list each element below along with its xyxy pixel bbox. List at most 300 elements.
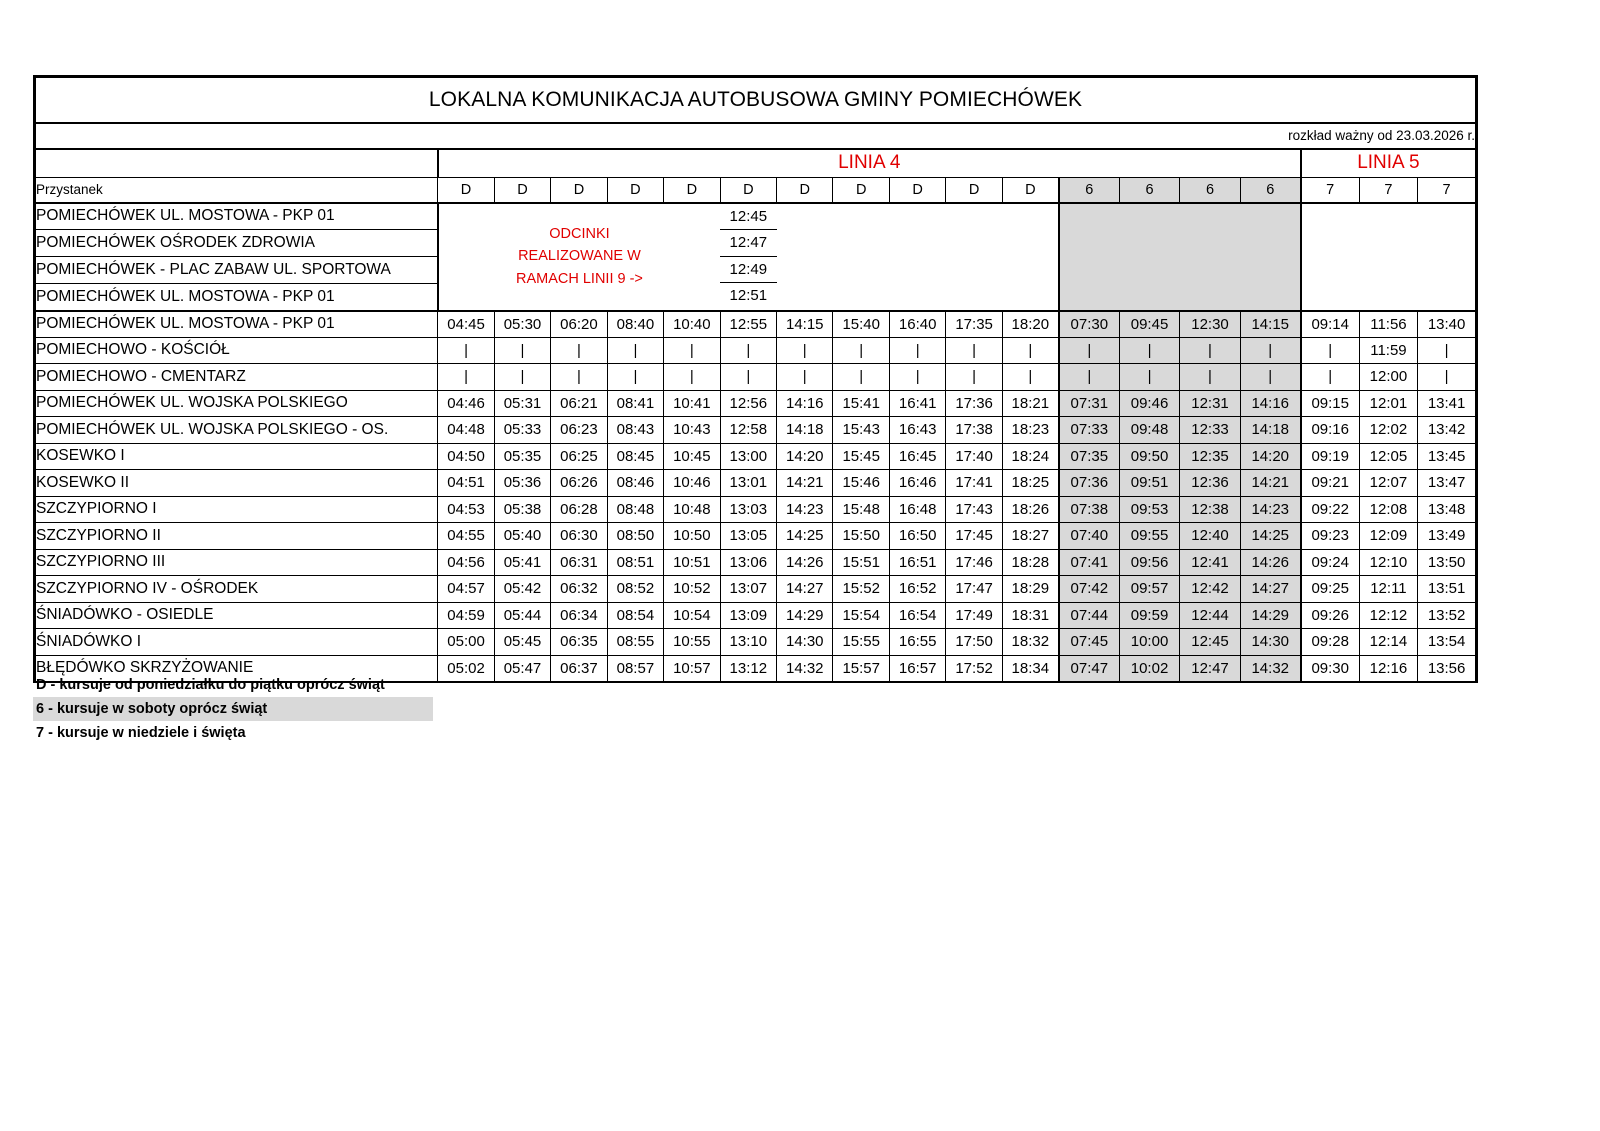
stop-name: POMIECHÓWEK OŚRODEK ZDROWIA: [35, 230, 438, 257]
day-code-header-row: [35, 178, 1477, 203]
departure-time-weekday: 10:48: [664, 496, 720, 523]
departure-time-weekday: 13:09: [720, 602, 776, 629]
departure-time-weekday: 13:01: [720, 470, 776, 497]
departure-time-weekday: 14:15: [777, 311, 833, 338]
departure-time-weekday: 06:23: [551, 417, 607, 444]
departure-time-weekday: |: [889, 364, 945, 391]
departure-time-weekday: 04:48: [438, 417, 494, 444]
departure-time-weekday: 17:50: [946, 629, 1002, 656]
departure-time-sunday: |: [1418, 337, 1477, 364]
departure-time-weekday: |: [833, 337, 889, 364]
departure-time-weekday: |: [551, 364, 607, 391]
departure-time-weekday: 05:36: [494, 470, 550, 497]
departure-time-weekday: 18:27: [1002, 523, 1058, 550]
departure-time-weekday: 10:43: [664, 417, 720, 444]
departure-time-saturday: 14:29: [1240, 602, 1300, 629]
departure-time-sunday: 13:51: [1418, 576, 1477, 603]
departure-time-weekday: 08:54: [607, 602, 663, 629]
departure-time-weekday: 08:55: [607, 629, 663, 656]
departure-time-weekday: 04:45: [438, 311, 494, 338]
day-code-sunday-3: 7: [1418, 178, 1477, 203]
stop-name: POMIECHÓWEK UL. MOSTOWA - PKP 01: [35, 203, 438, 230]
departure-time-weekday: 18:32: [1002, 629, 1058, 656]
departure-time-saturday: 12:44: [1180, 602, 1240, 629]
departure-time-weekday: 16:57: [889, 655, 945, 682]
line9-time: 12:47: [720, 230, 776, 257]
departure-time-saturday: 14:25: [1240, 523, 1300, 550]
departure-time-saturday: 09:45: [1119, 311, 1179, 338]
departure-time-weekday: 06:31: [551, 549, 607, 576]
line-banner-row: [35, 149, 1477, 178]
departure-time-saturday: |: [1059, 337, 1119, 364]
departure-time-weekday: |: [664, 364, 720, 391]
departure-time-weekday: 13:06: [720, 549, 776, 576]
stop-name: POMIECHÓWEK UL. WOJSKA POLSKIEGO - OS.: [35, 417, 438, 444]
departure-time-sunday: 09:22: [1301, 496, 1359, 523]
line9-time: 12:49: [720, 257, 776, 284]
departure-time-sunday: 12:02: [1359, 417, 1417, 444]
departure-time-weekday: 14:30: [777, 629, 833, 656]
departure-time-weekday: |: [777, 337, 833, 364]
line9-note-line-3: RAMACH LINII 9 ->: [515, 270, 643, 287]
departure-time-saturday: 14:27: [1240, 576, 1300, 603]
departure-time-saturday: 12:36: [1180, 470, 1240, 497]
stop-name: ŚNIADÓWKO - OSIEDLE: [35, 602, 438, 629]
line9-note-line-2: REALIZOWANE W: [518, 248, 641, 265]
departure-time-weekday: 04:46: [438, 390, 494, 417]
departure-time-weekday: 05:45: [494, 629, 550, 656]
departure-time-saturday: |: [1059, 364, 1119, 391]
day-code-saturday-3: 6: [1180, 178, 1240, 203]
departure-time-weekday: 05:31: [494, 390, 550, 417]
departure-time-saturday: 09:51: [1119, 470, 1179, 497]
stop-name: SZCZYPIORNO IV - OŚRODEK: [35, 576, 438, 603]
departure-time-weekday: 17:43: [946, 496, 1002, 523]
departure-time-weekday: |: [607, 337, 663, 364]
departure-time-sunday: 09:14: [1301, 311, 1359, 338]
departure-time-weekday: 17:35: [946, 311, 1002, 338]
departure-time-weekday: 14:27: [777, 576, 833, 603]
departure-time-weekday: 08:45: [607, 443, 663, 470]
departure-time-weekday: 15:40: [833, 311, 889, 338]
departure-time-weekday: 08:50: [607, 523, 663, 550]
departure-time-weekday: |: [889, 337, 945, 364]
departure-time-weekday: 15:51: [833, 549, 889, 576]
validity-row: [35, 123, 1477, 149]
departure-time-sunday: 12:16: [1359, 655, 1417, 682]
table-row: [35, 470, 1477, 497]
departure-time-saturday: 07:40: [1059, 523, 1119, 550]
departure-time-weekday: 14:32: [777, 655, 833, 682]
departure-time-sunday: 13:48: [1418, 496, 1477, 523]
line-5-banner: LINIA 5: [1301, 149, 1477, 178]
stop-name: POMIECHÓWEK UL. MOSTOWA - PKP 01: [35, 311, 438, 338]
departure-time-weekday: |: [438, 337, 494, 364]
departure-time-saturday: 14:16: [1240, 390, 1300, 417]
departure-time-saturday: 14:15: [1240, 311, 1300, 338]
departure-time-weekday: 10:54: [664, 602, 720, 629]
stop-name: ŚNIADÓWKO I: [35, 629, 438, 656]
table-row: [35, 549, 1477, 576]
departure-time-sunday: 12:07: [1359, 470, 1417, 497]
day-code-saturday-2: 6: [1119, 178, 1179, 203]
title-row: [35, 77, 1477, 123]
departure-time-weekday: 15:55: [833, 629, 889, 656]
departure-time-saturday: |: [1180, 364, 1240, 391]
departure-time-saturday: 09:50: [1119, 443, 1179, 470]
departure-time-sunday: 13:50: [1418, 549, 1477, 576]
departure-time-weekday: 17:49: [946, 602, 1002, 629]
legend-item: D - kursuje od poniedziałku do piątku oprócz świąt: [36, 677, 385, 693]
departure-time-saturday: 09:55: [1119, 523, 1179, 550]
stop-name: SZCZYPIORNO I: [35, 496, 438, 523]
departure-time-saturday: |: [1119, 364, 1179, 391]
departure-time-weekday: 16:46: [889, 470, 945, 497]
stop-name: POMIECHÓWEK UL. MOSTOWA - PKP 01: [35, 283, 438, 310]
day-code-weekday-3: D: [551, 178, 607, 203]
departure-time-weekday: 08:52: [607, 576, 663, 603]
departure-time-weekday: 04:57: [438, 576, 494, 603]
departure-time-saturday: 12:40: [1180, 523, 1240, 550]
departure-time-saturday: 14:30: [1240, 629, 1300, 656]
departure-time-weekday: 08:43: [607, 417, 663, 444]
stop-name: KOSEWKO II: [35, 470, 438, 497]
departure-time-weekday: 15:57: [833, 655, 889, 682]
legend: [33, 673, 433, 745]
departure-time-weekday: 16:43: [889, 417, 945, 444]
departure-time-sunday: 09:21: [1301, 470, 1359, 497]
departure-time-weekday: 14:21: [777, 470, 833, 497]
stop-name: SZCZYPIORNO II: [35, 523, 438, 550]
departure-time-weekday: 04:51: [438, 470, 494, 497]
departure-time-weekday: 08:46: [607, 470, 663, 497]
departure-time-weekday: |: [946, 364, 1002, 391]
departure-time-weekday: 18:26: [1002, 496, 1058, 523]
departure-time-weekday: 18:31: [1002, 602, 1058, 629]
departure-time-sunday: 12:09: [1359, 523, 1417, 550]
departure-time-sunday: 09:30: [1301, 655, 1359, 682]
departure-time-sunday: 09:23: [1301, 523, 1359, 550]
day-code-weekday-5: D: [664, 178, 720, 203]
departure-time-weekday: 16:45: [889, 443, 945, 470]
table-row: [35, 496, 1477, 523]
departure-time-saturday: |: [1240, 364, 1300, 391]
table-row: [35, 576, 1477, 603]
departure-time-saturday: 14:21: [1240, 470, 1300, 497]
departure-time-weekday: 13:12: [720, 655, 776, 682]
departure-time-weekday: 06:21: [551, 390, 607, 417]
departure-time-weekday: 06:26: [551, 470, 607, 497]
departure-time-weekday: 10:40: [664, 311, 720, 338]
departure-time-sunday: |: [1418, 364, 1477, 391]
departure-time-weekday: 05:35: [494, 443, 550, 470]
departure-time-saturday: 09:59: [1119, 602, 1179, 629]
departure-time-sunday: 09:24: [1301, 549, 1359, 576]
departure-time-weekday: 16:55: [889, 629, 945, 656]
departure-time-sunday: 11:56: [1359, 311, 1417, 338]
stop-column-header: Przystanek: [35, 178, 438, 203]
departure-time-saturday: 12:38: [1180, 496, 1240, 523]
departure-time-weekday: 04:59: [438, 602, 494, 629]
departure-time-weekday: 05:42: [494, 576, 550, 603]
departure-time-weekday: |: [494, 364, 550, 391]
line9-note-line-1: ODCINKI: [549, 225, 610, 242]
departure-time-sunday: 12:10: [1359, 549, 1417, 576]
departure-time-weekday: 15:43: [833, 417, 889, 444]
departure-time-sunday: 12:11: [1359, 576, 1417, 603]
departure-time-weekday: 17:40: [946, 443, 1002, 470]
departure-time-saturday: 07:35: [1059, 443, 1119, 470]
departure-time-weekday: 04:56: [438, 549, 494, 576]
departure-time-sunday: 13:56: [1418, 655, 1477, 682]
day-code-weekday-2: D: [494, 178, 550, 203]
departure-time-weekday: 05:44: [494, 602, 550, 629]
departure-time-weekday: |: [720, 337, 776, 364]
day-code-weekday-11: D: [1002, 178, 1058, 203]
departure-time-saturday: 14:23: [1240, 496, 1300, 523]
table-row: [35, 390, 1477, 417]
departure-time-weekday: 14:16: [777, 390, 833, 417]
table-row: [35, 602, 1477, 629]
departure-time-weekday: 14:18: [777, 417, 833, 444]
stop-name: POMIECHÓWEK UL. WOJSKA POLSKIEGO: [35, 390, 438, 417]
departure-time-sunday: 13:42: [1418, 417, 1477, 444]
banner-corner-blank: [35, 149, 438, 178]
departure-time-weekday: 06:30: [551, 523, 607, 550]
departure-time-weekday: 06:25: [551, 443, 607, 470]
departure-time-saturday: 12:47: [1180, 655, 1240, 682]
departure-time-saturday: 09:46: [1119, 390, 1179, 417]
departure-time-saturday: 07:33: [1059, 417, 1119, 444]
departure-time-weekday: 05:00: [438, 629, 494, 656]
departure-time-weekday: 16:50: [889, 523, 945, 550]
departure-time-saturday: 09:53: [1119, 496, 1179, 523]
departure-time-weekday: 18:28: [1002, 549, 1058, 576]
departure-time-saturday: 07:36: [1059, 470, 1119, 497]
legend-item: 7 - kursuje w niedziele i święta: [36, 725, 246, 741]
departure-time-weekday: 12:56: [720, 390, 776, 417]
departure-time-sunday: 13:47: [1418, 470, 1477, 497]
departure-time-weekday: |: [1002, 337, 1058, 364]
departure-time-weekday: 13:03: [720, 496, 776, 523]
departure-time-weekday: 18:29: [1002, 576, 1058, 603]
departure-time-weekday: 04:53: [438, 496, 494, 523]
departure-time-weekday: 08:51: [607, 549, 663, 576]
departure-time-sunday: 11:59: [1359, 337, 1417, 364]
table-row: [35, 629, 1477, 656]
departure-time-weekday: 14:25: [777, 523, 833, 550]
departure-time-weekday: 18:23: [1002, 417, 1058, 444]
stop-name: BŁĘDÓWKO SKRZYŻOWANIE: [35, 655, 438, 682]
departure-time-weekday: 04:55: [438, 523, 494, 550]
line9-empty-weekday: [777, 203, 1059, 311]
day-code-sunday-2: 7: [1359, 178, 1417, 203]
departure-time-weekday: 10:46: [664, 470, 720, 497]
departure-time-weekday: 08:57: [607, 655, 663, 682]
departure-time-weekday: 18:34: [1002, 655, 1058, 682]
departure-time-saturday: 09:57: [1119, 576, 1179, 603]
departure-time-sunday: |: [1301, 337, 1359, 364]
day-code-weekday-9: D: [889, 178, 945, 203]
departure-time-weekday: |: [551, 337, 607, 364]
departure-time-weekday: |: [777, 364, 833, 391]
departure-time-weekday: 18:21: [1002, 390, 1058, 417]
departure-time-weekday: 12:55: [720, 311, 776, 338]
day-code-sunday-1: 7: [1301, 178, 1359, 203]
departure-time-weekday: |: [946, 337, 1002, 364]
departure-time-weekday: |: [664, 337, 720, 364]
departure-time-sunday: 12:14: [1359, 629, 1417, 656]
departure-time-weekday: |: [607, 364, 663, 391]
departure-time-weekday: 17:38: [946, 417, 1002, 444]
departure-time-weekday: 16:48: [889, 496, 945, 523]
departure-time-weekday: 15:54: [833, 602, 889, 629]
departure-time-saturday: 12:35: [1180, 443, 1240, 470]
departure-time-weekday: 05:30: [494, 311, 550, 338]
departure-time-saturday: 07:31: [1059, 390, 1119, 417]
departure-time-sunday: |: [1301, 364, 1359, 391]
departure-time-sunday: 13:54: [1418, 629, 1477, 656]
line9-empty-sunday: [1301, 203, 1477, 311]
departure-time-weekday: 06:35: [551, 629, 607, 656]
day-code-weekday-6: D: [720, 178, 776, 203]
table-row: [35, 417, 1477, 444]
day-code-saturday-1: 6: [1059, 178, 1119, 203]
departure-time-weekday: 15:50: [833, 523, 889, 550]
departure-time-weekday: 18:24: [1002, 443, 1058, 470]
departure-time-weekday: 10:52: [664, 576, 720, 603]
departure-time-saturday: 12:31: [1180, 390, 1240, 417]
departure-time-sunday: 13:45: [1418, 443, 1477, 470]
line9-time: 12:51: [729, 287, 768, 304]
departure-time-weekday: 17:47: [946, 576, 1002, 603]
departure-time-sunday: 09:15: [1301, 390, 1359, 417]
departure-time-weekday: 18:20: [1002, 311, 1058, 338]
stop-name: POMIECHOWO - CMENTARZ: [35, 364, 438, 391]
departure-time-weekday: 16:40: [889, 311, 945, 338]
stop-name: KOSEWKO I: [35, 443, 438, 470]
departure-time-weekday: 05:33: [494, 417, 550, 444]
departure-time-saturday: 14:32: [1240, 655, 1300, 682]
departure-time-weekday: 08:40: [607, 311, 663, 338]
departure-time-weekday: 15:48: [833, 496, 889, 523]
departure-time-weekday: 15:52: [833, 576, 889, 603]
departure-time-sunday: 09:26: [1301, 602, 1359, 629]
departure-time-saturday: 14:20: [1240, 443, 1300, 470]
stop-name: POMIECHÓWEK - PLAC ZABAW UL. SPORTOWA: [35, 256, 438, 283]
departure-time-weekday: 14:20: [777, 443, 833, 470]
departure-time-saturday: 12:41: [1180, 549, 1240, 576]
departure-time-weekday: |: [1002, 364, 1058, 391]
departure-time-weekday: 14:29: [777, 602, 833, 629]
departure-time-saturday: 10:00: [1119, 629, 1179, 656]
departure-time-saturday: 14:26: [1240, 549, 1300, 576]
table-row: [35, 443, 1477, 470]
departure-time-sunday: 13:49: [1418, 523, 1477, 550]
departure-time-weekday: 10:45: [664, 443, 720, 470]
departure-time-weekday: |: [494, 337, 550, 364]
departure-time-sunday: 09:19: [1301, 443, 1359, 470]
departure-time-weekday: 05:02: [438, 655, 494, 682]
departure-time-sunday: 13:52: [1418, 602, 1477, 629]
departure-time-weekday: |: [720, 364, 776, 391]
departure-time-saturday: |: [1240, 337, 1300, 364]
departure-time-weekday: 16:41: [889, 390, 945, 417]
departure-time-weekday: 15:46: [833, 470, 889, 497]
departure-time-weekday: 10:41: [664, 390, 720, 417]
day-code-weekday-10: D: [946, 178, 1002, 203]
departure-time-weekday: 08:41: [607, 390, 663, 417]
departure-time-weekday: 16:51: [889, 549, 945, 576]
departure-time-weekday: 13:10: [720, 629, 776, 656]
departure-time-saturday: 07:42: [1059, 576, 1119, 603]
departure-time-weekday: 17:45: [946, 523, 1002, 550]
departure-time-weekday: 12:58: [720, 417, 776, 444]
departure-time-weekday: 14:26: [777, 549, 833, 576]
departure-time-weekday: 06:37: [551, 655, 607, 682]
departure-time-sunday: 09:16: [1301, 417, 1359, 444]
departure-time-saturday: 12:45: [1180, 629, 1240, 656]
departure-time-sunday: 12:08: [1359, 496, 1417, 523]
departure-time-weekday: 16:54: [889, 602, 945, 629]
line9-stop-row: [35, 203, 1477, 230]
day-code-weekday-8: D: [833, 178, 889, 203]
departure-time-weekday: 04:50: [438, 443, 494, 470]
departure-time-weekday: 06:28: [551, 496, 607, 523]
timetable-table: [33, 75, 1478, 683]
departure-time-saturday: 07:38: [1059, 496, 1119, 523]
departure-time-weekday: |: [833, 364, 889, 391]
page-title: LOKALNA KOMUNIKACJA AUTOBUSOWA GMINY POMIECHÓWEK: [35, 77, 1477, 123]
departure-time-saturday: |: [1119, 337, 1179, 364]
departure-time-weekday: 13:07: [720, 576, 776, 603]
departure-time-weekday: 13:05: [720, 523, 776, 550]
departure-time-saturday: 07:44: [1059, 602, 1119, 629]
line9-note: [438, 203, 720, 311]
departure-time-weekday: |: [438, 364, 494, 391]
departure-time-sunday: 12:00: [1359, 364, 1417, 391]
departure-time-weekday: 10:50: [664, 523, 720, 550]
departure-time-sunday: 12:05: [1359, 443, 1417, 470]
stop-name: SZCZYPIORNO III: [35, 549, 438, 576]
departure-time-saturday: 12:33: [1180, 417, 1240, 444]
departure-time-saturday: 07:41: [1059, 549, 1119, 576]
departure-time-saturday: 10:02: [1119, 655, 1179, 682]
table-row: [35, 523, 1477, 550]
departure-time-weekday: 05:41: [494, 549, 550, 576]
departure-time-sunday: 09:28: [1301, 629, 1359, 656]
departure-time-saturday: 09:56: [1119, 549, 1179, 576]
departure-time-weekday: 16:52: [889, 576, 945, 603]
departure-time-saturday: 12:42: [1180, 576, 1240, 603]
departure-time-sunday: 09:25: [1301, 576, 1359, 603]
departure-time-saturday: 07:45: [1059, 629, 1119, 656]
stop-name: POMIECHOWO - KOŚCIÓŁ: [35, 337, 438, 364]
departure-time-sunday: 13:41: [1418, 390, 1477, 417]
departure-time-saturday: 09:48: [1119, 417, 1179, 444]
departure-time-weekday: 06:32: [551, 576, 607, 603]
departure-time-weekday: 05:38: [494, 496, 550, 523]
line9-times: [720, 203, 776, 311]
legend-item: 6 - kursuje w soboty oprócz świąt: [33, 697, 433, 721]
departure-time-weekday: 17:52: [946, 655, 1002, 682]
departure-time-sunday: 12:01: [1359, 390, 1417, 417]
departure-time-weekday: 17:46: [946, 549, 1002, 576]
line9-empty-saturday: [1059, 203, 1301, 311]
departure-time-weekday: 05:47: [494, 655, 550, 682]
departure-time-weekday: 08:48: [607, 496, 663, 523]
departure-time-weekday: 15:41: [833, 390, 889, 417]
